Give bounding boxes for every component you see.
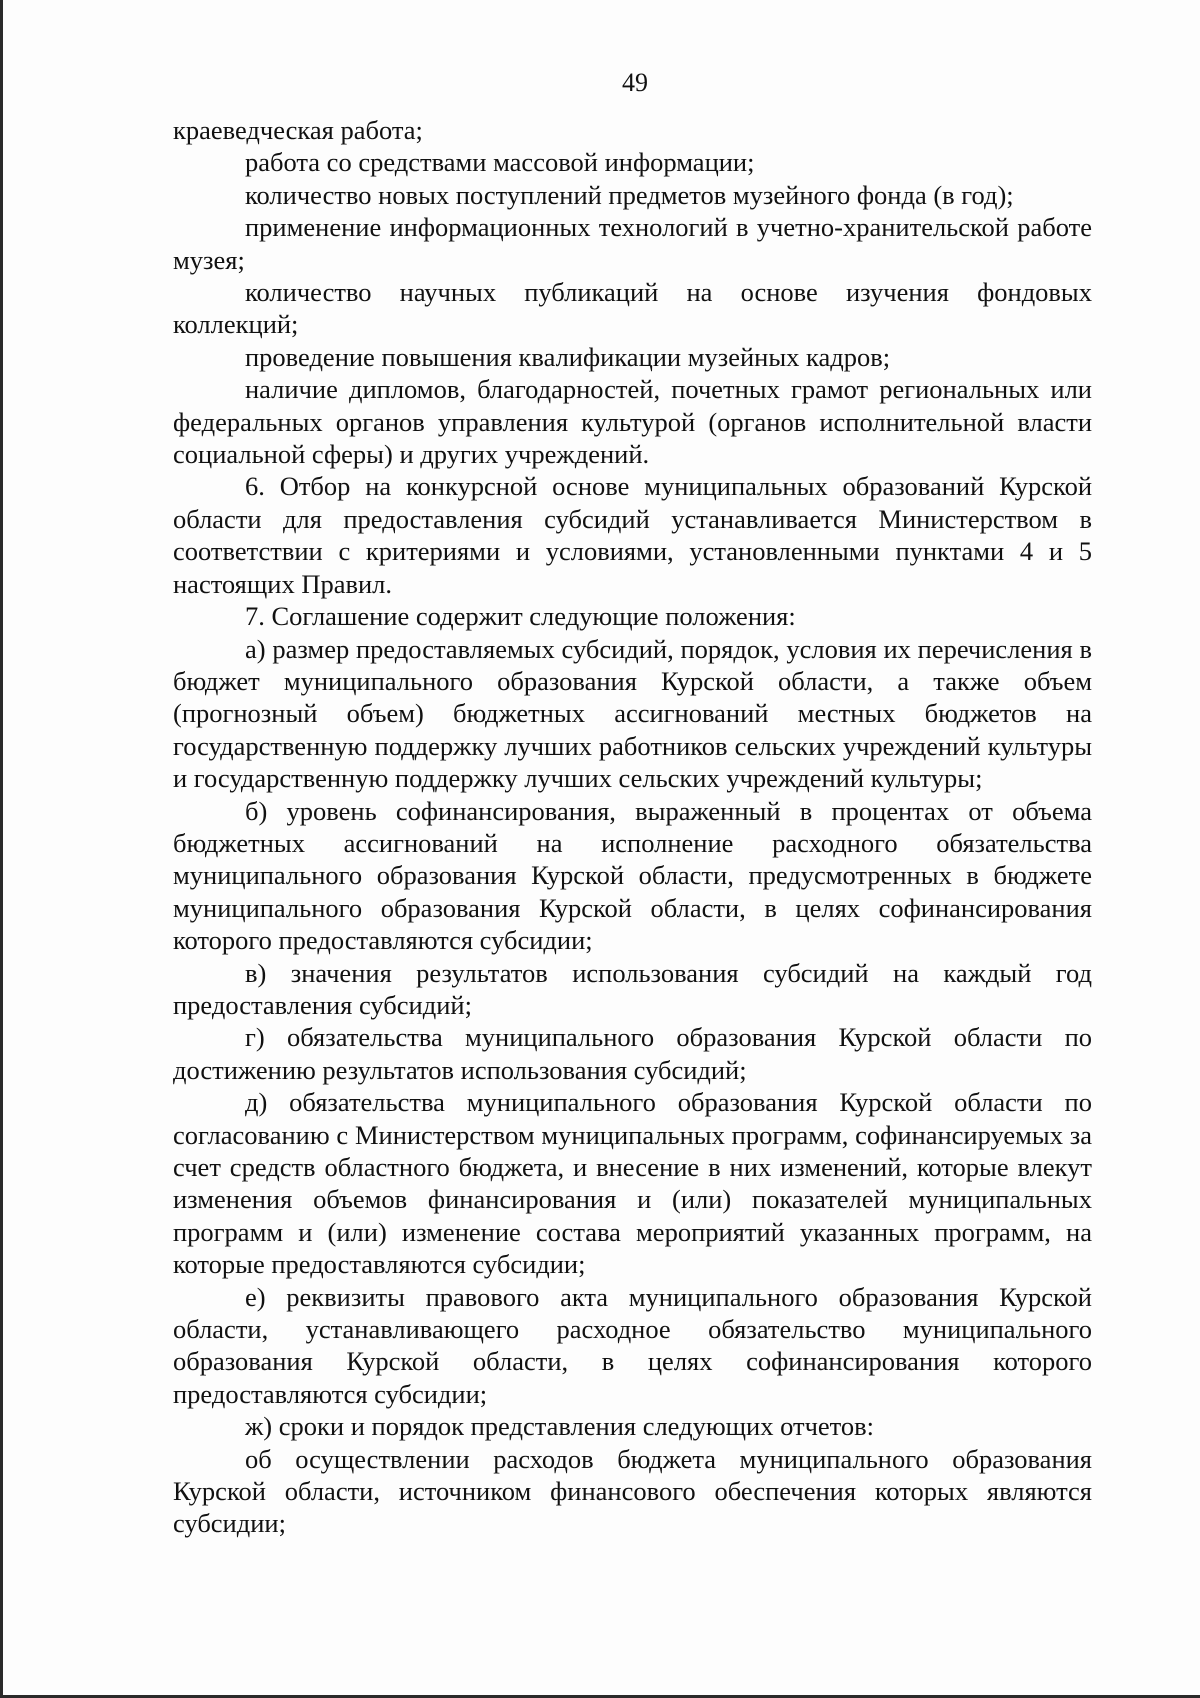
paragraph: наличие дипломов, благодарностей, почетных грамот региональных или федеральных органов управления культурой (органов исполнительной власти социальной сферы) и других учреждений.: [173, 374, 1092, 470]
paragraph: работа со средствами массовой информации;: [245, 147, 755, 178]
paragraph: краеведческая работа;: [173, 115, 423, 145]
document-body: [173, 114, 1092, 1540]
page-number: 49: [622, 68, 648, 97]
paragraph-subitem-a: а) размер предоставляемых субсидий, порядок, условия их перечисления в бюджет муниципального образования Курской области, а также объем (прогнозный объем) бюджетных ассигнований местных бюджетов на государственную поддержку лучших работников сельских учреждений культуры и государственную поддержку лучших сельских учреждений культуры;: [173, 633, 1092, 794]
paragraph-subitem-e: е) реквизиты правового акта муниципального образования Курской области, устанавливающего расходное обязательство муниципального образования Курской области, в целях софинансирования которого предоставляются субсидии;: [173, 1281, 1092, 1409]
paragraph: применение информационных технологий в учетно-хранительской работе музея;: [173, 212, 1092, 275]
paragraph-subitem-d: д) обязательства муниципального образования Курской области по согласованию с Министерством муниципальных программ, софинансируемых за счет средств областного бюджета, и внесение в них изменений, которые влекут изменения объемов финансирования и (или) показателей муниципальных программ и (или) изменение состава мероприятий указанных программ, на которые предоставляются субсидии;: [173, 1087, 1092, 1280]
paragraph-item-6: 6. Отбор на конкурсной основе муниципальных образований Курской области для предоставления субсидий устанавливается Министерством в соответствии с критериями и условиями, установленными пунктами 4 и 5 настоящих Правил.: [173, 471, 1092, 599]
scan-edge-left: [0, 0, 3, 1698]
paragraph-subitem-b: б) уровень софинансирования, выраженный в процентах от объема бюджетных ассигнований на исполнение расходного обязательства муниципального образования Курской области, предусмотренных в бюджете муниципального образования Курской области, в целях софинансирования которого предоставляются субсидии;: [173, 795, 1092, 956]
paragraph: количество новых поступлений предметов музейного фонда (в год);: [245, 179, 1014, 210]
paragraph-subitem-zh: ж) сроки и порядок представления следующих отчетов:: [245, 1411, 875, 1442]
paragraph-item-7: 7. Соглашение содержит следующие положения:: [245, 601, 796, 632]
paragraph-subitem-g: г) обязательства муниципального образования Курской области по достижению результатов использования субсидий;: [173, 1022, 1092, 1085]
paragraph: проведение повышения квалификации музейных кадров;: [245, 341, 891, 372]
paragraph-subitem-v: в) значения результатов использования субсидий на каждый год предоставления субсидий;: [173, 957, 1092, 1020]
paragraph: количество научных публикаций на основе изучения фондовых коллекций;: [173, 277, 1092, 340]
paragraph: об осуществлении расходов бюджета муниципального образования Курской области, источником финансового обеспечения которых являются субсидии;: [173, 1443, 1092, 1539]
